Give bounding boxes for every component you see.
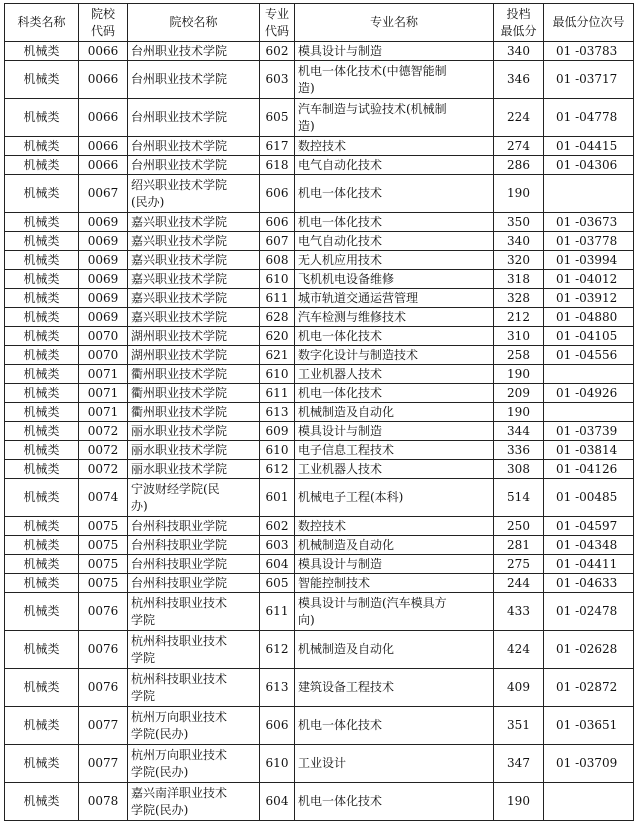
cell-major-code: 611 (260, 289, 295, 308)
cell-major-code: 612 (260, 460, 295, 479)
cell-min-rank: 01 -03673 (544, 213, 634, 232)
cell-school-name: 台州职业技术学院 (128, 156, 260, 175)
cell-min-rank: 01 -04306 (544, 156, 634, 175)
cell-min-rank: 01 -02478 (544, 593, 634, 631)
cell-category: 机械类 (5, 384, 79, 403)
cell-min-rank (544, 783, 634, 821)
cell-min-score: 244 (494, 574, 544, 593)
cell-major-name: 工业设计 (295, 745, 494, 783)
cell-min-rank: 01 -03783 (544, 42, 634, 61)
cell-min-score: 514 (494, 479, 544, 517)
table-row (5, 308, 634, 327)
cell-major-name: 机电一体化技术 (295, 707, 494, 745)
cell-min-rank: 01 -03709 (544, 745, 634, 783)
cell-min-score: 340 (494, 42, 544, 61)
cell-school-name: 嘉兴职业技术学院 (128, 289, 260, 308)
cell-school-name: 宁波财经学院(民 办) (128, 479, 260, 517)
table-row (5, 289, 634, 308)
cell-school-code: 0069 (79, 232, 128, 251)
cell-major-name: 模具设计与制造 (295, 422, 494, 441)
cell-school-code: 0072 (79, 441, 128, 460)
cell-major-code: 618 (260, 156, 295, 175)
cell-min-rank: 01 -03739 (544, 422, 634, 441)
table-row (5, 365, 634, 384)
cell-school-code: 0075 (79, 517, 128, 536)
cell-school-code: 0077 (79, 745, 128, 783)
cell-major-code: 608 (260, 251, 295, 270)
cell-major-name: 机械制造及自动化 (295, 536, 494, 555)
cell-min-rank: 01 -04633 (544, 574, 634, 593)
cell-min-score: 433 (494, 593, 544, 631)
cell-school-code: 0066 (79, 61, 128, 99)
cell-min-score: 336 (494, 441, 544, 460)
cell-school-name: 湖州职业技术学院 (128, 346, 260, 365)
cell-min-rank: 01 -04778 (544, 99, 634, 137)
cell-major-name: 机电一体化技术 (295, 327, 494, 346)
cell-min-rank: 01 -02872 (544, 669, 634, 707)
cell-major-code: 610 (260, 270, 295, 289)
cell-min-score: 346 (494, 61, 544, 99)
cell-major-name: 机电一体化技术(中德智能制 造) (295, 61, 494, 99)
admission-score-table (4, 3, 634, 821)
cell-category: 机械类 (5, 441, 79, 460)
cell-major-code: 603 (260, 61, 295, 99)
table-row (5, 384, 634, 403)
cell-school-name: 杭州科技职业技术 学院 (128, 669, 260, 707)
table-row (5, 536, 634, 555)
cell-min-score: 310 (494, 327, 544, 346)
table-row (5, 232, 634, 251)
cell-category: 机械类 (5, 555, 79, 574)
header-row (5, 4, 634, 42)
cell-school-code: 0067 (79, 175, 128, 213)
cell-min-score: 212 (494, 308, 544, 327)
header-school-code: 院校 代码 (79, 4, 128, 42)
cell-min-rank: 01 -03994 (544, 251, 634, 270)
table-row (5, 631, 634, 669)
cell-school-name: 台州科技职业学院 (128, 574, 260, 593)
cell-major-name: 数控技术 (295, 137, 494, 156)
cell-major-name: 机械制造及自动化 (295, 631, 494, 669)
cell-category: 机械类 (5, 42, 79, 61)
cell-school-code: 0069 (79, 213, 128, 232)
cell-school-code: 0075 (79, 574, 128, 593)
cell-major-name: 数字化设计与制造技术 (295, 346, 494, 365)
cell-major-code: 628 (260, 308, 295, 327)
cell-school-code: 0072 (79, 460, 128, 479)
table-row (5, 137, 634, 156)
cell-major-code: 610 (260, 441, 295, 460)
table-row (5, 460, 634, 479)
cell-major-name: 机电一体化技术 (295, 384, 494, 403)
cell-major-name: 无人机应用技术 (295, 251, 494, 270)
cell-school-name: 嘉兴职业技术学院 (128, 270, 260, 289)
cell-min-score: 350 (494, 213, 544, 232)
cell-category: 机械类 (5, 593, 79, 631)
cell-min-score: 224 (494, 99, 544, 137)
table-row (5, 175, 634, 213)
cell-major-code: 604 (260, 783, 295, 821)
cell-category: 机械类 (5, 460, 79, 479)
cell-category: 机械类 (5, 479, 79, 517)
table-row (5, 61, 634, 99)
cell-school-name: 嘉兴职业技术学院 (128, 232, 260, 251)
cell-major-name: 机电一体化技术 (295, 175, 494, 213)
table-row (5, 593, 634, 631)
cell-min-score: 351 (494, 707, 544, 745)
cell-category: 机械类 (5, 403, 79, 422)
cell-major-code: 609 (260, 422, 295, 441)
cell-category: 机械类 (5, 346, 79, 365)
cell-major-code: 606 (260, 707, 295, 745)
cell-school-name: 台州职业技术学院 (128, 137, 260, 156)
header-school-name: 院校名称 (128, 4, 260, 42)
cell-category: 机械类 (5, 669, 79, 707)
header-min-rank: 最低分位次号 (544, 4, 634, 42)
cell-school-code: 0066 (79, 42, 128, 61)
cell-major-name: 机电一体化技术 (295, 783, 494, 821)
cell-category: 机械类 (5, 270, 79, 289)
cell-min-rank: 01 -04411 (544, 555, 634, 574)
cell-school-name: 杭州万向职业技术 学院(民办) (128, 707, 260, 745)
cell-school-code: 0069 (79, 270, 128, 289)
cell-school-name: 嘉兴职业技术学院 (128, 251, 260, 270)
cell-school-code: 0069 (79, 308, 128, 327)
cell-major-name: 机械制造及自动化 (295, 403, 494, 422)
cell-min-rank (544, 175, 634, 213)
cell-major-code: 621 (260, 346, 295, 365)
cell-major-code: 613 (260, 669, 295, 707)
cell-school-name: 绍兴职业技术学院 (民办) (128, 175, 260, 213)
cell-school-code: 0071 (79, 403, 128, 422)
cell-school-name: 杭州科技职业技术 学院 (128, 593, 260, 631)
cell-school-code: 0075 (79, 555, 128, 574)
cell-major-name: 城市轨道交通运营管理 (295, 289, 494, 308)
cell-min-rank: 01 -03778 (544, 232, 634, 251)
cell-school-code: 0076 (79, 631, 128, 669)
cell-min-rank: 01 -04415 (544, 137, 634, 156)
cell-school-code: 0077 (79, 707, 128, 745)
cell-min-score: 308 (494, 460, 544, 479)
cell-category: 机械类 (5, 251, 79, 270)
table-row (5, 441, 634, 460)
cell-major-code: 611 (260, 593, 295, 631)
cell-school-name: 衢州职业技术学院 (128, 365, 260, 384)
table-row (5, 327, 634, 346)
cell-category: 机械类 (5, 308, 79, 327)
table-row (5, 745, 634, 783)
cell-major-name: 数控技术 (295, 517, 494, 536)
cell-category: 机械类 (5, 783, 79, 821)
cell-school-code: 0069 (79, 289, 128, 308)
cell-school-code: 0066 (79, 99, 128, 137)
cell-min-rank: 01 -03912 (544, 289, 634, 308)
cell-school-code: 0070 (79, 327, 128, 346)
cell-major-name: 模具设计与制造(汽车模具方 向) (295, 593, 494, 631)
cell-min-rank: 01 -04012 (544, 270, 634, 289)
cell-school-name: 台州职业技术学院 (128, 61, 260, 99)
cell-school-name: 台州科技职业学院 (128, 517, 260, 536)
cell-category: 机械类 (5, 289, 79, 308)
cell-min-rank: 01 -04126 (544, 460, 634, 479)
cell-min-score: 328 (494, 289, 544, 308)
cell-category: 机械类 (5, 365, 79, 384)
cell-min-rank (544, 403, 634, 422)
cell-school-name: 丽水职业技术学院 (128, 422, 260, 441)
cell-school-name: 衢州职业技术学院 (128, 384, 260, 403)
cell-category: 机械类 (5, 422, 79, 441)
cell-major-name: 汽车制造与试验技术(机械制 造) (295, 99, 494, 137)
cell-min-rank: 01 -04880 (544, 308, 634, 327)
cell-min-score: 318 (494, 270, 544, 289)
cell-min-score: 347 (494, 745, 544, 783)
cell-min-score: 190 (494, 175, 544, 213)
cell-min-score: 190 (494, 365, 544, 384)
cell-min-score: 409 (494, 669, 544, 707)
table-row (5, 422, 634, 441)
table-row (5, 403, 634, 422)
cell-min-rank (544, 365, 634, 384)
cell-school-code: 0070 (79, 346, 128, 365)
cell-min-score: 320 (494, 251, 544, 270)
cell-major-name: 机电一体化技术 (295, 213, 494, 232)
cell-major-name: 建筑设备工程技术 (295, 669, 494, 707)
cell-min-score: 281 (494, 536, 544, 555)
header-category: 科类名称 (5, 4, 79, 42)
cell-school-code: 0074 (79, 479, 128, 517)
header-major-code: 专业 代码 (260, 4, 295, 42)
table-row (5, 707, 634, 745)
cell-category: 机械类 (5, 574, 79, 593)
cell-school-code: 0076 (79, 669, 128, 707)
cell-category: 机械类 (5, 175, 79, 213)
cell-major-name: 工业机器人技术 (295, 365, 494, 384)
cell-major-code: 606 (260, 175, 295, 213)
table-row (5, 669, 634, 707)
table-row (5, 251, 634, 270)
cell-school-name: 衢州职业技术学院 (128, 403, 260, 422)
cell-category: 机械类 (5, 327, 79, 346)
cell-min-rank: 01 -04926 (544, 384, 634, 403)
cell-major-name: 工业机器人技术 (295, 460, 494, 479)
cell-min-score: 340 (494, 232, 544, 251)
cell-min-score: 190 (494, 403, 544, 422)
cell-school-name: 台州职业技术学院 (128, 42, 260, 61)
cell-major-code: 613 (260, 403, 295, 422)
cell-major-code: 617 (260, 137, 295, 156)
cell-major-name: 智能控制技术 (295, 574, 494, 593)
cell-school-code: 0071 (79, 365, 128, 384)
cell-major-name: 模具设计与制造 (295, 555, 494, 574)
cell-school-code: 0066 (79, 137, 128, 156)
cell-category: 机械类 (5, 99, 79, 137)
cell-min-rank: 01 -04556 (544, 346, 634, 365)
cell-major-code: 605 (260, 574, 295, 593)
cell-category: 机械类 (5, 707, 79, 745)
cell-major-code: 602 (260, 42, 295, 61)
cell-major-code: 607 (260, 232, 295, 251)
table-row (5, 156, 634, 175)
cell-major-code: 620 (260, 327, 295, 346)
cell-min-rank: 01 -04348 (544, 536, 634, 555)
cell-major-name: 机械电子工程(本科) (295, 479, 494, 517)
cell-major-name: 电气自动化技术 (295, 156, 494, 175)
cell-min-score: 274 (494, 137, 544, 156)
cell-major-code: 601 (260, 479, 295, 517)
cell-school-code: 0078 (79, 783, 128, 821)
cell-school-name: 湖州职业技术学院 (128, 327, 260, 346)
header-major-name: 专业名称 (295, 4, 494, 42)
cell-min-rank: 01 -03814 (544, 441, 634, 460)
cell-major-code: 603 (260, 536, 295, 555)
cell-school-name: 杭州科技职业技术 学院 (128, 631, 260, 669)
table-row (5, 213, 634, 232)
cell-major-code: 606 (260, 213, 295, 232)
cell-min-rank: 01 -03651 (544, 707, 634, 745)
cell-min-score: 286 (494, 156, 544, 175)
cell-category: 机械类 (5, 213, 79, 232)
cell-min-rank: 01 -00485 (544, 479, 634, 517)
cell-category: 机械类 (5, 745, 79, 783)
cell-category: 机械类 (5, 631, 79, 669)
cell-category: 机械类 (5, 517, 79, 536)
table-row (5, 517, 634, 536)
cell-major-code: 611 (260, 384, 295, 403)
table-row (5, 99, 634, 137)
cell-min-score: 190 (494, 783, 544, 821)
cell-major-name: 电子信息工程技术 (295, 441, 494, 460)
cell-category: 机械类 (5, 536, 79, 555)
cell-major-code: 610 (260, 745, 295, 783)
cell-school-code: 0071 (79, 384, 128, 403)
cell-school-name: 嘉兴职业技术学院 (128, 213, 260, 232)
cell-min-score: 275 (494, 555, 544, 574)
cell-min-rank: 01 -03717 (544, 61, 634, 99)
cell-min-rank: 01 -04597 (544, 517, 634, 536)
cell-school-code: 0076 (79, 593, 128, 631)
table-row (5, 42, 634, 61)
cell-school-code: 0072 (79, 422, 128, 441)
table-row (5, 555, 634, 574)
cell-min-score: 250 (494, 517, 544, 536)
cell-school-name: 台州科技职业学院 (128, 555, 260, 574)
cell-major-name: 电气自动化技术 (295, 232, 494, 251)
cell-min-score: 424 (494, 631, 544, 669)
cell-school-name: 丽水职业技术学院 (128, 460, 260, 479)
cell-school-name: 杭州万向职业技术 学院(民办) (128, 745, 260, 783)
cell-min-rank: 01 -04105 (544, 327, 634, 346)
cell-school-name: 台州职业技术学院 (128, 99, 260, 137)
cell-min-rank: 01 -02628 (544, 631, 634, 669)
cell-major-code: 612 (260, 631, 295, 669)
table-row (5, 479, 634, 517)
cell-category: 机械类 (5, 61, 79, 99)
cell-school-code: 0069 (79, 251, 128, 270)
cell-category: 机械类 (5, 156, 79, 175)
cell-category: 机械类 (5, 232, 79, 251)
cell-major-name: 模具设计与制造 (295, 42, 494, 61)
cell-school-code: 0066 (79, 156, 128, 175)
cell-major-code: 610 (260, 365, 295, 384)
cell-min-score: 344 (494, 422, 544, 441)
table-row (5, 783, 634, 821)
cell-school-name: 嘉兴南洋职业技术 学院(民办) (128, 783, 260, 821)
table-row (5, 346, 634, 365)
cell-school-name: 台州科技职业学院 (128, 536, 260, 555)
cell-min-score: 258 (494, 346, 544, 365)
table-row (5, 270, 634, 289)
cell-major-name: 飞机机电设备维修 (295, 270, 494, 289)
cell-major-code: 605 (260, 99, 295, 137)
cell-school-name: 嘉兴职业技术学院 (128, 308, 260, 327)
header-min-score: 投档 最低分 (494, 4, 544, 42)
table-row (5, 574, 634, 593)
cell-school-code: 0075 (79, 536, 128, 555)
cell-category: 机械类 (5, 137, 79, 156)
cell-major-code: 602 (260, 517, 295, 536)
cell-school-name: 丽水职业技术学院 (128, 441, 260, 460)
cell-major-name: 汽车检测与维修技术 (295, 308, 494, 327)
cell-min-score: 209 (494, 384, 544, 403)
cell-major-code: 604 (260, 555, 295, 574)
